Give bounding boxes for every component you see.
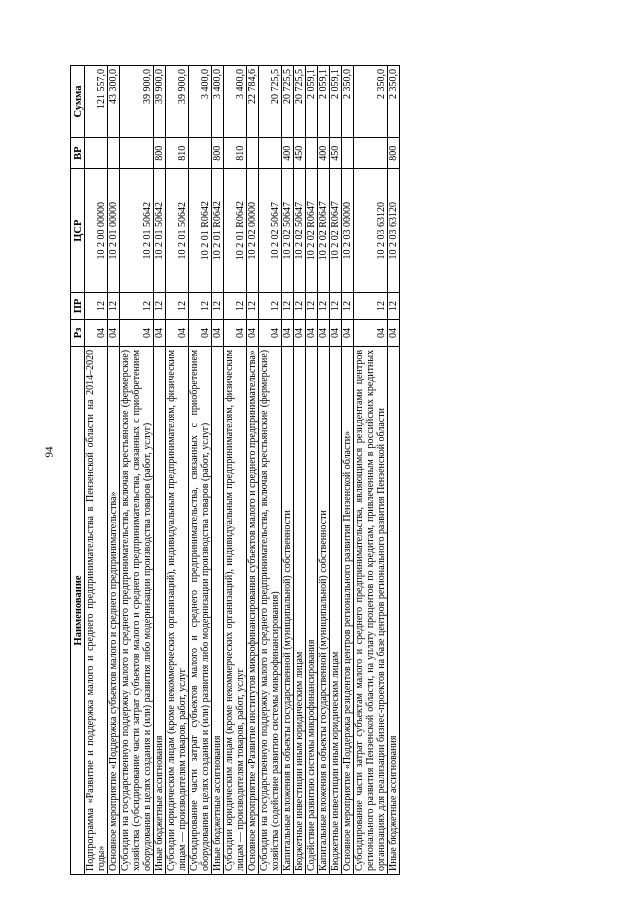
header-pr: ПР [71,293,85,320]
row-name: Основное мероприятие «Поддержка субъектов малого и среднего предпринимательства» [108,346,120,874]
row-name: Капитальные вложения в объекты государственной (муниципальной) собственности [282,346,294,874]
row-vr: 400 [318,137,330,168]
table-row [388,66,400,875]
row-pr: 12 [318,293,330,320]
row-vr: 800 [388,137,400,168]
row-csr: 10 2 01 R0642 [189,169,212,293]
row-csr: 10 2 02 50647 [282,169,294,293]
row-vr [354,137,388,168]
row-csr: 10 2 02 50647 [259,169,282,293]
row-csr: 10 2 03 00000 [342,169,354,293]
row-rz: 04 [189,319,212,346]
header-name: Наименование [71,346,85,874]
row-csr: 10 2 01 50642 [166,169,189,293]
row-sum: 2 350,0 [342,66,354,138]
budget-table [70,65,400,875]
row-sum: 20 725,5 [294,66,306,138]
row-vr: 800 [154,137,166,168]
table-row [120,66,154,875]
table-row [224,66,247,875]
row-name: Субсидии юридическим лицам (кроме некоммерческих организаций), индивидуальным предпринимателям, физическим лицам — производителям товаров, работ, услуг [166,346,189,874]
row-csr: 10 2 02 R0647 [306,169,318,293]
row-rz: 04 [108,319,120,346]
row-rz: 04 [354,319,388,346]
row-csr: 10 2 03 63120 [354,169,388,293]
row-sum: 3 400,0 [212,66,224,138]
header-sum: Сумма [71,66,85,138]
row-pr: 12 [212,293,224,320]
row-name: Иные бюджетные ассигнования [388,346,400,874]
row-name: Субсидии юридическим лицам (кроме некоммерческих организаций), индивидуальным предпринимателям, физическим лицам — производителям товаров, работ, услуг [224,346,247,874]
row-pr: 12 [120,293,154,320]
row-csr: 10 2 01 50642 [154,169,166,293]
row-sum: 2 350,0 [388,66,400,138]
row-rz: 04 [224,319,247,346]
table-row [354,66,388,875]
row-csr: 10 2 02 00000 [247,169,259,293]
row-csr: 10 2 01 R0642 [224,169,247,293]
table-row [154,66,166,875]
row-vr [120,137,154,168]
table-row [342,66,354,875]
row-csr: 10 2 00 00000 [85,169,108,293]
row-csr: 10 2 01 00000 [108,169,120,293]
row-rz: 04 [259,319,282,346]
table-row [330,66,342,875]
table-row [282,66,294,875]
row-sum: 43 300,0 [108,66,120,138]
row-pr: 12 [108,293,120,320]
row-pr: 12 [85,293,108,320]
row-rz: 04 [166,319,189,346]
row-vr [259,137,282,168]
row-vr [189,137,212,168]
row-vr: 810 [166,137,189,168]
row-csr: 10 2 01 50642 [120,169,154,293]
row-pr: 12 [189,293,212,320]
table-row [189,66,212,875]
row-sum: 3 400,0 [224,66,247,138]
row-name: Субсидирование части затрат субъектов малого и среднего предпринимательства, связанных с приобретением оборудования в целях создания и (или) развития либо модернизации производства товаров (работ, услуг) [189,346,212,874]
row-pr: 12 [330,293,342,320]
row-vr: 450 [294,137,306,168]
budget-table-container [70,65,400,875]
header-csr: ЦСР [71,169,85,293]
table-row [108,66,120,875]
row-pr: 12 [282,293,294,320]
row-pr: 12 [166,293,189,320]
row-pr: 12 [342,293,354,320]
table-header-row [71,66,85,875]
row-pr: 12 [224,293,247,320]
row-rz: 04 [154,319,166,346]
row-vr: 810 [224,137,247,168]
row-name: Капитальные вложения в объекты государственной (муниципальной) собственности [318,346,330,874]
table-row [306,66,318,875]
row-sum: 22 784,6 [247,66,259,138]
table-row [85,66,108,875]
row-sum: 39 900,0 [154,66,166,138]
row-sum: 39 900,0 [120,66,154,138]
table-row [247,66,259,875]
row-rz: 04 [120,319,154,346]
row-pr: 12 [259,293,282,320]
row-name: Содействие развитию системы микрофинансирования [306,346,318,874]
row-sum: 2 059,1 [318,66,330,138]
row-csr: 10 2 03 63120 [388,169,400,293]
row-name: Субсидии на государственную поддержку малого и среднего предпринимательства, включая крестьянские (фермерские) хозяйства (содействие развитию системы микрофинансирования) [259,346,282,874]
table-row [259,66,282,875]
row-name: Основное мероприятие «Развитие институтов микрофинансирования субъектов малого и среднего предпринимательства» [247,346,259,874]
page-number: 94 [43,446,56,458]
row-vr [85,137,108,168]
row-pr: 12 [388,293,400,320]
row-pr: 12 [306,293,318,320]
row-rz: 04 [294,319,306,346]
row-sum: 2 059,1 [306,66,318,138]
table-body [85,66,400,875]
row-rz: 04 [247,319,259,346]
table-row [212,66,224,875]
row-vr [108,137,120,168]
row-name: Основное мероприятие «Поддержка резидентов центров регионального развития Пензенской области» [342,346,354,874]
row-pr: 12 [354,293,388,320]
row-rz: 04 [212,319,224,346]
row-rz: 04 [306,319,318,346]
row-sum: 39 900,0 [166,66,189,138]
row-rz: 04 [388,319,400,346]
row-rz: 04 [342,319,354,346]
row-rz: 04 [318,319,330,346]
row-pr: 12 [294,293,306,320]
row-name: Подпрограмма «Развитие и поддержка малого и среднего предпринимательства в Пензенской области на 2014–2020 годы» [85,346,108,874]
table-row [318,66,330,875]
row-vr [342,137,354,168]
row-name: Субсидии на государственную поддержку малого и среднего предпринимательства, включая крестьянские (фермерские) хозяйства (субсидирование части затрат субъектов малого и среднего предпринимательства, связанных с приобретением оборудования в целях создания и (или) развития либо модернизации производства товаров (работ, услуг) [120,346,154,874]
row-sum: 3 400,0 [189,66,212,138]
row-name: Бюджетные инвестиции иным юридическим лицам [330,346,342,874]
table-row [166,66,189,875]
row-pr: 12 [154,293,166,320]
row-rz: 04 [85,319,108,346]
header-vr: ВР [71,137,85,168]
row-sum: 121 557,0 [85,66,108,138]
row-vr: 450 [330,137,342,168]
row-csr: 10 2 02 R0647 [330,169,342,293]
row-rz: 04 [282,319,294,346]
row-name: Иные бюджетные ассигнования [154,346,166,874]
row-vr [306,137,318,168]
row-sum: 2 350,0 [354,66,388,138]
row-name: Субсидирование части затрат субъектам малого и среднего предпринимательства, являющимся резидентами центров регионального развития Пензенской области, на уплату процентов по кредитам, привлеченным в российских кредитных организациях для реализации бизнес-проектов на базе центров регионального развития Пензенской области [354,346,388,874]
row-sum: 20 725,5 [259,66,282,138]
row-rz: 04 [330,319,342,346]
row-pr: 12 [247,293,259,320]
header-rz: Рз [71,319,85,346]
row-vr [247,137,259,168]
row-name: Бюджетные инвестиции иным юридическим лицам [294,346,306,874]
row-csr: 10 2 01 R0642 [212,169,224,293]
row-vr: 400 [282,137,294,168]
row-sum: 2 059,1 [330,66,342,138]
row-csr: 10 2 02 50647 [294,169,306,293]
row-vr: 800 [212,137,224,168]
table-row [294,66,306,875]
row-name: Иные бюджетные ассигнования [212,346,224,874]
row-sum: 20 725,5 [282,66,294,138]
row-csr: 10 2 02 R0647 [318,169,330,293]
